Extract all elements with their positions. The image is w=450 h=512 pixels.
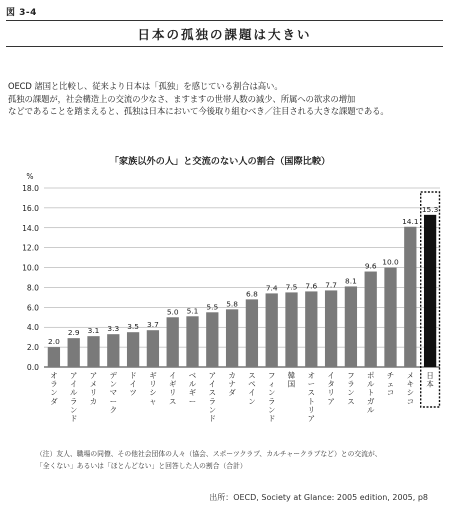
x-tick-label: カナダ: [228, 371, 236, 398]
data-label: 10.0: [382, 257, 399, 267]
data-label: 3.3: [107, 324, 120, 334]
data-label: 2.0: [48, 337, 60, 347]
y-tick-label: 16.0: [22, 203, 39, 213]
data-label: 9.6: [364, 261, 377, 271]
y-tick-label: 6.0: [26, 303, 39, 313]
data-label: 3.7: [147, 320, 159, 330]
x-tick-label: イタリア: [327, 371, 335, 406]
data-label: 6.8: [246, 289, 258, 299]
bar: [266, 293, 278, 367]
data-label: 5.1: [186, 306, 199, 316]
bar: [384, 268, 396, 367]
bar: [424, 215, 436, 367]
bar: [365, 272, 377, 367]
y-tick-label: 10.0: [22, 263, 39, 273]
y-tick-label: 8.0: [26, 283, 39, 293]
bar: [206, 312, 218, 367]
data-label: 7.7: [325, 280, 337, 290]
lead-line-3: などであることを踏まえると、孤独は日本において今後取り組むべき／注目される大きな課題である。: [8, 106, 389, 116]
chart-note: [36, 448, 436, 472]
data-label: 7.6: [305, 281, 318, 291]
x-tick-label: フィンランド: [267, 371, 276, 423]
data-label: 8.1: [345, 276, 357, 286]
bar: [404, 227, 416, 367]
bar: [167, 317, 179, 367]
bar: [68, 338, 80, 367]
data-label: 7.4: [265, 283, 278, 293]
note-line-2: 「全くない」あるいは「ほとんどない」と回答した人の割合（合計）: [36, 462, 247, 470]
x-tick-label: アイルランド: [69, 371, 78, 423]
y-tick-label: 2.0: [26, 343, 39, 353]
y-tick-label: 14.0: [22, 223, 39, 233]
data-label: 3.1: [87, 326, 100, 336]
data-label: 5.5: [206, 302, 219, 312]
bar: [147, 330, 159, 367]
bar: [107, 334, 119, 367]
bar: [226, 309, 238, 367]
x-tick-label: メキシコ: [406, 371, 415, 406]
bar: [325, 290, 337, 367]
bar: [305, 291, 317, 367]
x-tick-label: フランス: [347, 371, 355, 406]
x-tick-label: スペイン: [248, 371, 256, 406]
x-tick-label: アメリカ: [89, 371, 98, 406]
source-credit: 出所：OECD, Society at Glance: 2005 edition, 2005, p8: [209, 493, 428, 502]
y-axis-unit: %: [26, 172, 34, 181]
data-label: 5.0: [166, 307, 179, 317]
bar: [127, 332, 139, 367]
figure-label: 図 3-4: [6, 8, 37, 18]
x-tick-label: ポルトガル: [366, 371, 375, 415]
y-tick-label: 0.0: [26, 363, 39, 372]
x-tick-label: アイスランド: [208, 371, 217, 423]
chart-title: 「家族以外の人」と交流のない人の割合（国際比較）: [109, 156, 331, 167]
x-tick-label: ドイツ: [129, 371, 137, 398]
y-tick-label: 12.0: [22, 243, 39, 253]
bar: [186, 316, 198, 367]
x-tick-label: オランダ: [50, 371, 58, 406]
lead-line-1: OECD 諸国と比較し、従来より日本は「孤独」を感じている割合は高い。: [8, 81, 283, 91]
note-line-1: （注）友人、職場の同僚、その他社会団体の人々（協会、スポーツクラブ、カルチャークラブなど）との交流が、: [36, 450, 382, 458]
bar: [345, 286, 357, 367]
x-tick-label: デンマーク: [109, 371, 118, 415]
data-label: 14.1: [402, 216, 419, 226]
y-tick-label: 4.0: [26, 323, 39, 333]
x-tick-label: イギリス: [168, 371, 177, 406]
x-tick-label: ギリシャ: [149, 371, 157, 406]
lead-line-2: 孤独の課題が，社会構造上の交流の少なさ、ますますの世帯人数の減少、所属への欲求の増加: [8, 93, 356, 104]
x-tick-label: チェコ: [386, 371, 395, 398]
data-label: 7.5: [285, 282, 298, 292]
x-tick-label: ベルギー: [188, 371, 197, 406]
data-label: 2.9: [67, 328, 80, 338]
data-label: 15.3: [421, 204, 439, 214]
y-tick-label: 18.0: [22, 184, 39, 193]
x-tick-label: 日本: [426, 371, 434, 389]
page-title: 日本の孤独の課題は大きい: [137, 27, 312, 42]
x-tick-label: 韓国: [287, 371, 296, 389]
bar: [246, 299, 258, 367]
data-label: 3.5: [127, 322, 139, 332]
bar: [87, 336, 99, 367]
bar: [48, 347, 60, 367]
data-label: 5.8: [226, 299, 238, 309]
bar: [285, 292, 297, 367]
x-tick-label: オーストリア: [307, 371, 316, 423]
